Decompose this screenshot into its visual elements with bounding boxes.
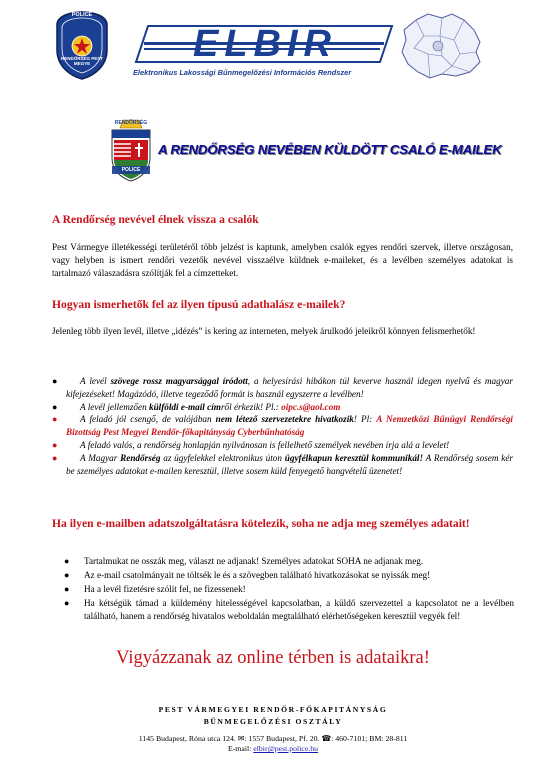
badge-top-text: POLICE	[71, 12, 93, 18]
bullet-icon: ●	[64, 556, 70, 566]
main-title	[158, 141, 503, 163]
list-item: ● A Magyar Rendőrség az ügyfelekkel elektronikus úton ügyfélkapun keresztül kommunikál! A Rendőrség sosem kér be személyes adatokat e-mailen keresztül, illetve sosem küld fenyegető hangvételű üzenetet!	[52, 452, 513, 476]
section1-heading	[52, 213, 512, 226]
advice-list	[64, 555, 514, 624]
list-item: ● A feladó valós, a rendőrség honlapján nyilvánosan is fellelhető személyek nevében írja alá a levelet!	[52, 439, 450, 450]
section1-heading-text: A Rendőrség nevével élnek vissza a csalók	[52, 213, 259, 226]
warning-signs-list	[52, 375, 513, 477]
bullet-icon: ●	[52, 401, 58, 412]
list-item: ● Ha kétségük támad a küldemény hitelességével kapcsolatban, a küldő szervezettel a kapcsolatot ne a levélben található, hanem a rendőrség hivatalos weboldalán megtalálható elérhetőségeken keresztül vegyék fel!	[64, 597, 514, 622]
pest-county-map-graphic	[394, 10, 486, 82]
list-item: ● Ha a levél fizetésre szólít fel, ne fizessenek!	[84, 583, 514, 596]
elbir-logo-text: ELBIR	[193, 23, 337, 65]
police-badge-logo	[54, 10, 110, 80]
list-item: ● Tartalmukat ne osszák meg, választ ne adjanak! Személyes adatokat SOHA ne adjanak meg.	[84, 555, 514, 568]
closing-slogan: Vigyázzanak az online térben is adataikra!	[116, 648, 430, 668]
badge-bottom-text: RENDŐRSÉG PEST MEGYE	[60, 56, 103, 66]
bullet-icon: ●	[52, 376, 58, 386]
footer-email-link[interactable]: elbir@pest.police.hu	[253, 744, 319, 753]
shield-top-text: RENDŐRSÉG	[114, 120, 148, 126]
bullet-icon: ●	[52, 452, 58, 463]
list-item: ● Az e-mail csatolmányait ne töltsék le és a szövegben található hivatkozásokat se nyissák meg!	[84, 569, 514, 582]
section2-paragraph: Jelenleg több ilyen levél, illetve „idézés” is kering az interneten, melyek árulkodó jeleikről könnyen felismerhetők!	[52, 326, 476, 336]
list-item: ● A levél szövege rossz magyarsággal íródott, a helyesírási hibákon túl keverve használ idegen nyelvű és magyar kifejezéseket! Magázódó, illetve tegeződő formát is használ egyszerre a levélben!	[52, 376, 513, 399]
list-item: ● A levél jellemzően külföldi e-mail címről érkezik! Pl.: oipc.s@aol.com	[52, 401, 341, 412]
section3-heading	[52, 516, 512, 531]
footer-org-name: PEST VÁRMEGYEI RENDŐR-FŐKAPITÁNYSÁG	[158, 705, 388, 714]
bullet-icon: ●	[52, 414, 58, 425]
main-title-text: A RENDŐRSÉG NEVÉBEN KÜLDÖTT CSALÓ E-MAILEK	[158, 142, 502, 157]
section1-paragraph: Pest Vármegye illetékességi területéről több jelzést is kaptunk, amelyben csalók egyes rendőri szervek, illetve országosan, vagy helyben is ismert rendőri vezetők nevével visszaélve küldnek e-maileket, és a levélben személyes adatokat is tartalmazó válaszadásra szólítják fel a címzetteket.	[52, 242, 513, 279]
section2-heading	[52, 298, 512, 311]
footer-email-label: E-mail:	[227, 744, 254, 753]
bullet-icon: ●	[64, 583, 70, 594]
list-item: ● A feladó jól csengő, de valójában nem létező szervezetekre hivatkozik! Pl: A Nemzetközi Bűnügyi Rendőrségi Bizottság Pest Megyei Rendőr-főkapitányság Cyberbűnhatóság	[52, 414, 513, 438]
footer-address: 1145 Budapest, Róna utca 124. ✉: 1557 Budapest, Pf. 20. ☎: 460-7101; BM: 28-811	[138, 734, 408, 743]
section2-heading-text: Hogyan ismerhetők fel az ilyen típusú adathalász e-mailek?	[52, 298, 346, 311]
bullet-icon: ●	[64, 597, 70, 608]
section3-heading-text: Ha ilyen e-mailben adatszolgáltatásra kötelezik, soha ne adja meg személyes adatait!	[52, 517, 470, 530]
footer-email-line	[40, 744, 506, 753]
bullet-icon: ●	[64, 569, 70, 580]
bullet-icon: ●	[52, 439, 58, 450]
elbir-subtitle: Elektronikus Lakossági Bűnmegelőzési Információs Rendszer	[133, 68, 352, 77]
footer-department: BŰNMEGELŐZÉSI OSZTÁLY	[203, 717, 343, 726]
shield-bottom-text: POLICE	[121, 167, 141, 173]
